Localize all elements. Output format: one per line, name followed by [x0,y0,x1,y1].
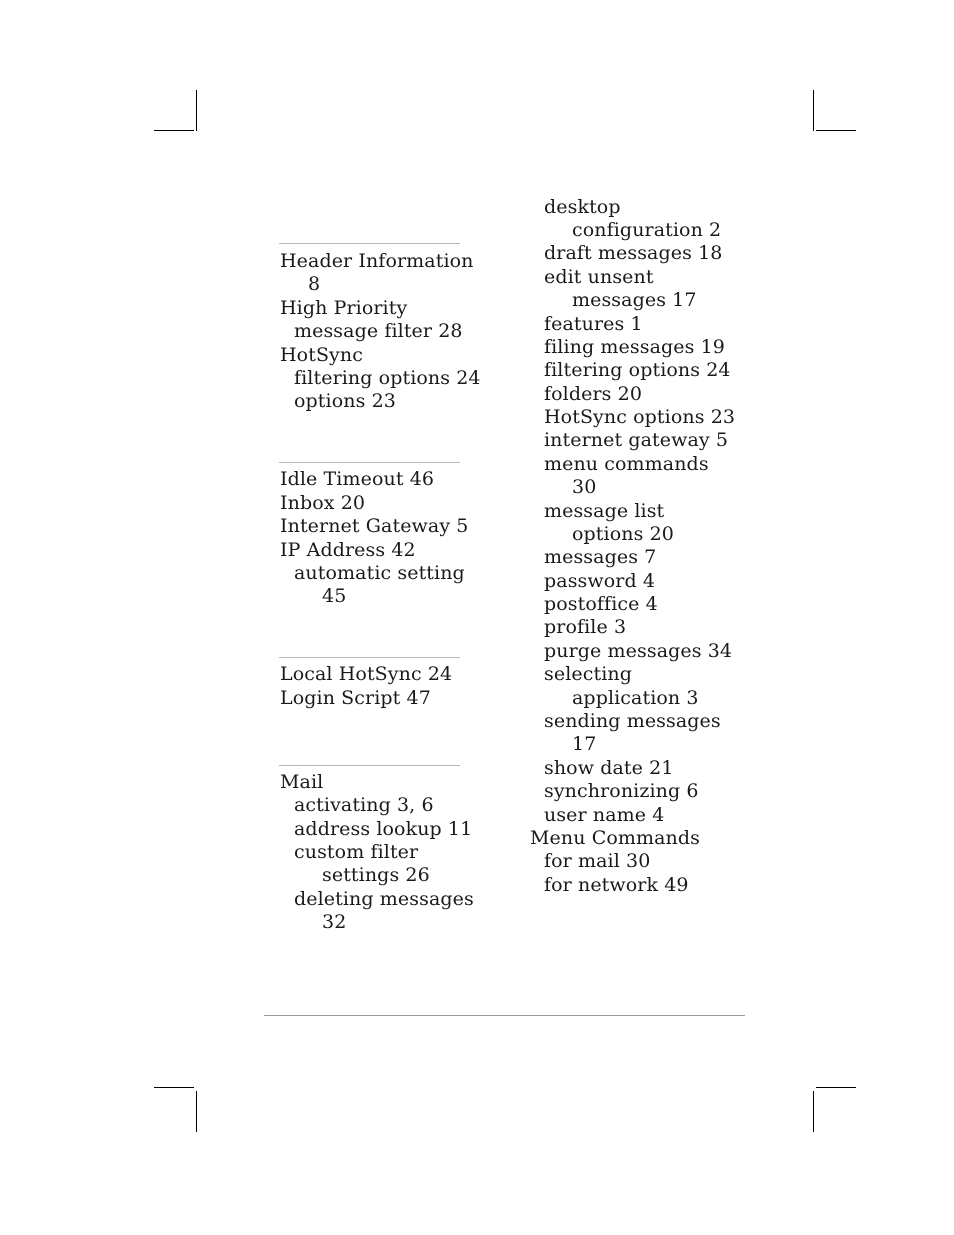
crop-mark-bottom-right-vertical [813,1091,814,1132]
section-rule-i [279,462,460,463]
index-entry: automatic setting [294,562,465,584]
index-entry: 17 [572,733,597,755]
index-entry: Internet Gateway 5 [280,515,469,537]
section-rule-h [279,243,460,244]
index-entry: messages 7 [544,546,657,568]
section-rule-m [279,765,460,766]
index-entry: internet gateway 5 [544,429,729,451]
index-entry: Menu Commands [530,827,700,849]
index-entry: show date 21 [544,757,674,779]
index-entry: Mail [280,771,324,793]
index-entry: filing messages 19 [544,336,725,358]
index-entry: 8 [308,273,321,295]
index-entry: application 3 [572,687,699,709]
index-entry: options 20 [572,523,674,545]
index-entry: HotSync options 23 [544,406,736,428]
index-entry: Login Script 47 [280,687,431,709]
footer-rule [264,1015,745,1016]
index-entry: filtering options 24 [294,367,481,389]
crop-mark-top-right-vertical [813,90,814,131]
index-entry: folders 20 [544,383,643,405]
index-entry: Idle Timeout 46 [280,468,435,490]
index-entry: 45 [322,585,347,607]
section-rule-l [279,657,460,658]
index-entry: draft messages 18 [544,242,723,264]
index-entry: sending messages [544,710,721,732]
index-entry: purge messages 34 [544,640,733,662]
crop-mark-bottom-right-horizontal [816,1087,856,1088]
crop-mark-bottom-left-horizontal [154,1087,194,1088]
index-entry: menu commands [544,453,709,475]
crop-mark-bottom-left-vertical [196,1091,197,1132]
index-entry: features 1 [544,313,643,335]
index-entry: deleting messages [294,888,474,910]
index-entry: message filter 28 [294,320,463,342]
index-entry: selecting [544,663,632,685]
index-entry: messages 17 [572,289,697,311]
index-entry: filtering options 24 [544,359,731,381]
index-entry: address lookup 11 [294,818,473,840]
index-entry: desktop [544,196,621,218]
index-entry: Header Information [280,250,474,272]
index-entry: profile 3 [544,616,627,638]
index-entry: settings 26 [322,864,430,886]
index-entry: 30 [572,476,597,498]
index-entry: for mail 30 [544,850,651,872]
index-entry: 32 [322,911,347,933]
crop-mark-top-right-horizontal [816,130,856,131]
index-entry: High Priority [280,297,408,319]
index-entry: password 4 [544,570,656,592]
index-entry: activating 3, 6 [294,794,434,816]
index-entry: synchronizing 6 [544,780,699,802]
index-entry: IP Address 42 [280,539,416,561]
index-entry: Inbox 20 [280,492,366,514]
index-entry: postoffice 4 [544,593,658,615]
crop-mark-top-left-horizontal [154,130,194,131]
index-entry: Local HotSync 24 [280,663,453,685]
index-entry: HotSync [280,344,363,366]
index-entry: options 23 [294,390,396,412]
index-entry: custom filter [294,841,419,863]
index-entry: message list [544,500,665,522]
crop-mark-top-left-vertical [196,90,197,131]
index-entry: for network 49 [544,874,689,896]
index-entry: edit unsent [544,266,654,288]
index-entry: configuration 2 [572,219,722,241]
index-entry: user name 4 [544,804,665,826]
